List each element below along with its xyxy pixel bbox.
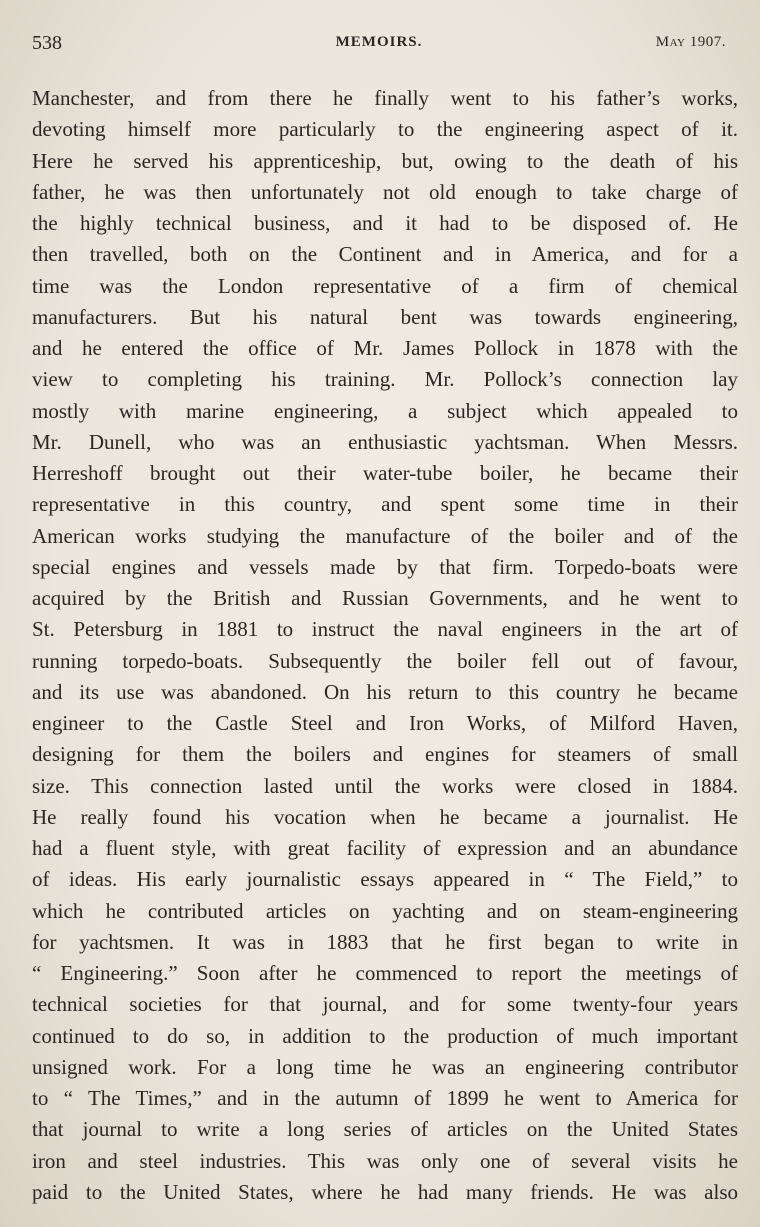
text-line: St. Petersburg in 1881 to instruct the naval engineers in the art of — [32, 617, 738, 642]
text-line: to “ The Times,” and in the autumn of 1899 he went to America for — [32, 1086, 738, 1110]
text-line: for yachtsmen. It was in 1883 that he first began to write in — [32, 929, 738, 954]
text-line: representative in this country, and spent some time in their — [32, 492, 738, 517]
text-line: engineer to the Castle Steel and Iron Works, of Milford Haven, — [32, 711, 738, 735]
text-line: father, he was then unfortunately not old enough to take charge of — [32, 179, 738, 204]
text-line: paid to the United States, where he had many friends. He was also — [32, 1179, 738, 1204]
text-line: designing for them the boilers and engines for steamers of small — [32, 742, 738, 767]
text-line: special engines and vessels made by that firm. Torpedo-boats were — [32, 554, 738, 579]
text-line: the highly technical business, and it had to be disposed of. He — [32, 211, 738, 235]
text-line: then travelled, both on the Continent and in America, and for a — [32, 242, 738, 267]
text-line: manufacturers. But his natural bent was towards engineering, — [32, 304, 738, 329]
text-line: and its use was abandoned. On his return to this country he became — [32, 679, 738, 704]
section-title: MEMOIRS. — [335, 34, 423, 50]
text-line: continued to do so, in addition to the production of much important — [32, 1023, 738, 1048]
text-line: and he entered the office of Mr. James Pollock in 1878 with the — [32, 336, 738, 360]
text-line: acquired by the British and Russian Governments, and he went to — [32, 586, 738, 610]
text-line: Here he served his apprenticeship, but, owing to the death of his — [32, 148, 738, 173]
text-line: Herreshoff brought out their water-tube boiler, he became their — [32, 461, 738, 485]
text-line: technical societies for that journal, and for some twenty-four years — [32, 992, 738, 1017]
text-line: which he contributed articles on yachting and on steam-engineering — [32, 898, 738, 923]
text-line: Mr. Dunell, who was an enthusiastic yachtsman. When Messrs. — [32, 429, 738, 454]
text-line: iron and steel industries. This was only one of several visits he — [32, 1148, 738, 1173]
page-number: 538 — [32, 32, 62, 54]
text-line: running torpedo-boats. Subsequently the boiler fell out of favour, — [32, 648, 738, 673]
text-line: time was the London representative of a firm of chemical — [32, 273, 738, 298]
text-line: size. This connection lasted until the works were closed in 1884. — [32, 773, 738, 798]
text-line: view to completing his training. Mr. Pollock’s connection lay — [32, 367, 738, 392]
text-line: unsigned work. For a long time he was an engineering contributor — [32, 1054, 738, 1079]
body-text — [32, 83, 738, 1208]
text-line: of ideas. His early journalistic essays appeared in “ The Field,” to — [32, 867, 738, 892]
text-line: devoting himself more particularly to the engineering aspect of it. — [32, 117, 738, 142]
text-line: He really found his vocation when he became a journalist. He — [32, 804, 738, 829]
text-line: American works studying the manufacture of the boiler and of the — [32, 523, 738, 548]
issue-date: May 1907. — [655, 34, 726, 50]
running-header — [32, 24, 726, 54]
text-line: had a fluent style, with great facility of expression and an abundance — [32, 836, 738, 860]
text-line: Manchester, and from there he finally went to his father’s works, — [32, 86, 738, 110]
text-line: that journal to write a long series of articles on the United States — [32, 1117, 738, 1142]
text-line: “ Engineering.” Soon after he commenced to report the meetings of — [32, 961, 738, 985]
text-line: mostly with marine engineering, a subject which appealed to — [32, 398, 738, 423]
